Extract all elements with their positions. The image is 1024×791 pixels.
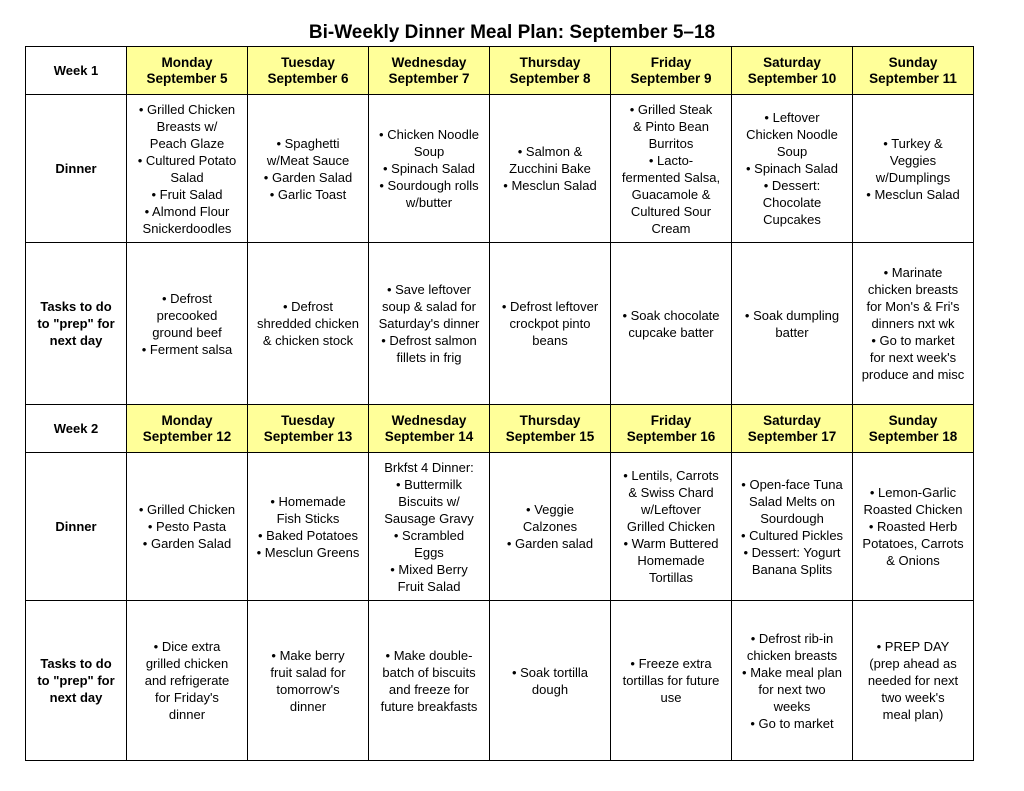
day-date: September 15 bbox=[505, 428, 595, 444]
cell-line: to "prep" for bbox=[37, 673, 115, 688]
tasks-cell bbox=[611, 243, 732, 405]
cell-line: needed for next bbox=[867, 673, 959, 688]
day-name: Friday bbox=[650, 412, 692, 428]
cell-line: shredded chicken bbox=[257, 316, 359, 331]
cell-line: Grilled Chicken bbox=[626, 519, 716, 534]
dinner-cell bbox=[369, 453, 490, 601]
cell-line: & Onions bbox=[886, 553, 940, 568]
tasks-cell bbox=[490, 601, 611, 761]
day-name: Tuesday bbox=[281, 412, 335, 428]
cell-line: Salad Melts on bbox=[749, 493, 835, 509]
day-date: September 9 bbox=[630, 70, 712, 86]
cell-line: • Dessert: bbox=[763, 178, 821, 193]
meal-plan-table bbox=[25, 46, 974, 761]
cell-line: Breasts w/ bbox=[156, 118, 218, 134]
tasks-cell bbox=[853, 601, 974, 761]
cell-line: • Open-face Tuna bbox=[741, 476, 843, 492]
cell-line: tortillas for future bbox=[622, 673, 720, 688]
cell-line: for Friday's bbox=[155, 690, 219, 705]
cell-line: • Garden Salad bbox=[142, 536, 232, 551]
day-header-monday bbox=[127, 405, 248, 453]
day-date: September 12 bbox=[142, 428, 232, 444]
cell-line: • Leftover bbox=[764, 110, 820, 125]
cell-line: use bbox=[660, 690, 682, 705]
dinner-cell bbox=[248, 95, 369, 243]
cell-line: and refrigerate bbox=[144, 673, 230, 688]
dinner-cell bbox=[853, 453, 974, 601]
dinner-cell bbox=[732, 453, 853, 601]
cell-line: • Defrost salmon bbox=[381, 333, 477, 348]
cell-line: Cultured Sour bbox=[630, 203, 712, 219]
tasks-cell bbox=[853, 243, 974, 405]
cell-line: • Fruit Salad bbox=[151, 186, 223, 202]
day-date: September 5 bbox=[146, 70, 228, 86]
cell-line: next day bbox=[49, 333, 103, 348]
cell-line: • Homemade bbox=[270, 493, 346, 509]
dinner-cell bbox=[611, 453, 732, 601]
cell-line: • Go to market bbox=[750, 715, 834, 731]
cell-line: • Grilled Chicken bbox=[138, 502, 236, 517]
dinner-cell bbox=[248, 453, 369, 601]
cell-line: meal plan) bbox=[882, 707, 944, 722]
cell-line: • Sourdough rolls bbox=[379, 178, 479, 193]
day-date: September 10 bbox=[747, 70, 837, 86]
day-name: Friday bbox=[650, 54, 692, 70]
cell-line: for next week's bbox=[869, 350, 957, 365]
cell-line: • Mesclun Salad bbox=[866, 186, 960, 202]
cell-line: • Turkey & bbox=[883, 135, 943, 151]
day-date: September 13 bbox=[263, 428, 353, 444]
cell-line: Sourdough bbox=[760, 510, 824, 526]
cell-line: future breakfasts bbox=[380, 698, 478, 714]
day-header-tuesday bbox=[248, 405, 369, 453]
week-header-row bbox=[26, 405, 974, 453]
cell-line: w/Leftover bbox=[641, 502, 701, 517]
cell-line: Sausage Gravy bbox=[384, 510, 474, 526]
cell-line: • Spinach Salad bbox=[382, 161, 475, 176]
day-header-friday bbox=[611, 405, 732, 453]
cell-line: for next two bbox=[758, 681, 826, 697]
cell-line: • Defrost bbox=[161, 290, 213, 306]
cell-line: • Lacto- bbox=[648, 152, 694, 168]
cell-line: ground beef bbox=[152, 324, 222, 340]
day-name: Sunday bbox=[888, 412, 938, 428]
tasks-cell bbox=[611, 601, 732, 761]
cell-line: • Veggie bbox=[526, 502, 574, 517]
day-header-thursday bbox=[490, 47, 611, 95]
day-header-wednesday bbox=[369, 47, 490, 95]
week-label: Week 1 bbox=[26, 47, 127, 95]
cell-line: weeks bbox=[773, 698, 811, 714]
cell-line: • Spaghetti bbox=[276, 135, 340, 151]
cell-line: • Cultured Pickles bbox=[740, 527, 844, 543]
day-name: Saturday bbox=[763, 54, 821, 70]
cell-line: Banana Splits bbox=[751, 561, 833, 577]
dinner-row bbox=[26, 453, 974, 601]
dinner-label: Dinner bbox=[26, 453, 127, 601]
tasks-label bbox=[26, 601, 127, 761]
day-date: September 8 bbox=[509, 70, 591, 86]
cell-line: • Garlic Toast bbox=[269, 186, 347, 202]
cell-line: w/butter bbox=[405, 195, 453, 210]
cell-line: • Save leftover bbox=[386, 282, 472, 297]
day-date: September 14 bbox=[384, 428, 474, 444]
cell-line: & Swiss Chard bbox=[628, 485, 714, 500]
cell-line: Chicken Noodle bbox=[746, 127, 838, 142]
cell-line: • Pesto Pasta bbox=[147, 519, 227, 534]
day-date: September 11 bbox=[869, 70, 957, 86]
cell-line: • Ferment salsa bbox=[141, 341, 233, 357]
cell-line: • Soak dumpling bbox=[744, 307, 840, 323]
cell-line: dinner bbox=[289, 698, 327, 714]
cell-line: • Soak tortilla bbox=[511, 664, 589, 680]
cell-line: • Defrost leftover bbox=[501, 299, 599, 314]
tasks-cell bbox=[127, 601, 248, 761]
day-header-sunday bbox=[853, 405, 974, 453]
week-header-row bbox=[26, 47, 974, 95]
dinner-cell bbox=[853, 95, 974, 243]
cell-line: batch of biscuits bbox=[382, 664, 476, 680]
cell-line: • Garden Salad bbox=[263, 169, 353, 185]
day-header-saturday bbox=[732, 405, 853, 453]
day-name: Saturday bbox=[763, 412, 821, 428]
cell-line: chicken breasts bbox=[867, 282, 959, 297]
day-date: September 6 bbox=[267, 70, 349, 86]
cell-line: • Lemon-Garlic bbox=[869, 485, 957, 500]
cell-line: & chicken stock bbox=[262, 333, 354, 348]
dinner-cell bbox=[611, 95, 732, 243]
cell-line: fruit salad for bbox=[270, 664, 346, 680]
cell-line: precooked bbox=[156, 307, 218, 323]
cell-line: • Chicken Noodle bbox=[379, 127, 479, 142]
day-header-tuesday bbox=[248, 47, 369, 95]
cell-line: • Dice extra bbox=[153, 639, 221, 654]
day-name: Wednesday bbox=[391, 54, 467, 70]
tasks-label bbox=[26, 243, 127, 405]
cell-line: to "prep" for bbox=[37, 316, 115, 331]
cell-line: • Grilled Steak bbox=[629, 101, 713, 117]
cell-line: • Make double- bbox=[385, 647, 473, 663]
dinner-cell bbox=[369, 95, 490, 243]
dinner-row bbox=[26, 95, 974, 243]
cell-line: beans bbox=[532, 333, 568, 348]
cell-line: • Soak chocolate bbox=[622, 307, 720, 323]
day-date: September 16 bbox=[626, 428, 716, 444]
dinner-label: Dinner bbox=[26, 95, 127, 243]
day-name: Monday bbox=[161, 412, 213, 428]
cell-line: • PREP DAY bbox=[876, 639, 950, 654]
cell-line: Cupcakes bbox=[763, 212, 821, 227]
cell-line: & Pinto Bean bbox=[633, 118, 709, 134]
day-name: Thursday bbox=[519, 54, 581, 70]
cell-line: w/Dumplings bbox=[875, 169, 951, 185]
tasks-cell bbox=[732, 243, 853, 405]
cell-line: fermented Salsa, bbox=[621, 169, 721, 185]
cell-line: Guacamole & bbox=[631, 186, 711, 202]
cell-line: batter bbox=[775, 324, 809, 340]
cell-line: • Scrambled bbox=[393, 527, 465, 543]
tasks-cell bbox=[369, 243, 490, 405]
cell-line: • Garden salad bbox=[506, 536, 594, 551]
cell-line: grilled chicken bbox=[145, 656, 229, 671]
cell-line: • Almond Flour bbox=[144, 203, 230, 219]
dinner-cell bbox=[490, 95, 611, 243]
cell-line: Soup bbox=[776, 144, 808, 159]
cell-line: • Spinach Salad bbox=[745, 161, 838, 176]
day-header-wednesday bbox=[369, 405, 490, 453]
cell-line: (prep ahead as bbox=[869, 656, 957, 671]
cell-line: crockpot pinto bbox=[509, 316, 591, 331]
day-header-saturday bbox=[732, 47, 853, 95]
cell-line: • Lentils, Carrots bbox=[623, 468, 719, 483]
cell-line: Veggies bbox=[889, 152, 937, 168]
tasks-cell bbox=[490, 243, 611, 405]
cell-line: Peach Glaze bbox=[149, 135, 225, 151]
day-name: Thursday bbox=[519, 412, 581, 428]
cell-line: Zucchini Bake bbox=[509, 161, 591, 176]
cell-line: Tasks to do bbox=[40, 299, 112, 314]
page-title: Bi-Weekly Dinner Meal Plan: September 5–18 bbox=[308, 22, 716, 43]
cell-line: produce and misc bbox=[861, 367, 965, 382]
day-date: September 7 bbox=[388, 70, 470, 86]
cell-line: Chocolate bbox=[762, 195, 822, 210]
cell-line: Eggs bbox=[414, 544, 444, 560]
cell-line: • Go to market bbox=[871, 333, 955, 348]
day-header-thursday bbox=[490, 405, 611, 453]
cell-line: • Defrost bbox=[282, 299, 334, 314]
cell-line: Tortillas bbox=[648, 570, 694, 585]
cell-line: Saturday's dinner bbox=[378, 316, 480, 331]
cell-line: Calzones bbox=[522, 519, 578, 534]
cell-line: Tasks to do bbox=[40, 656, 112, 671]
day-date: September 18 bbox=[868, 428, 958, 444]
dinner-cell bbox=[732, 95, 853, 243]
day-name: Tuesday bbox=[281, 54, 335, 70]
cell-line: next day bbox=[49, 690, 103, 705]
cell-line: soup & salad for bbox=[382, 299, 476, 314]
cell-line: Snickerdoodles bbox=[142, 220, 232, 236]
tasks-cell bbox=[732, 601, 853, 761]
cell-line: • Salmon & bbox=[517, 144, 583, 159]
day-date: September 17 bbox=[747, 428, 837, 444]
cell-line: Roasted Chicken bbox=[863, 502, 963, 517]
day-name: Monday bbox=[161, 54, 213, 70]
cell-line: Homemade bbox=[637, 553, 705, 568]
cell-line: • Mesclun Greens bbox=[256, 544, 360, 560]
cell-line: dinners nxt wk bbox=[871, 316, 955, 331]
cell-line: • Make meal plan bbox=[742, 664, 842, 680]
cell-line: • Cultured Potato bbox=[137, 152, 237, 168]
cell-line: w/Meat Sauce bbox=[266, 152, 350, 168]
cell-line: • Make berry bbox=[271, 647, 345, 663]
tasks-row bbox=[26, 601, 974, 761]
cell-line: Cream bbox=[651, 220, 691, 236]
cell-line: Fish Sticks bbox=[276, 510, 340, 526]
cell-line: • Marinate bbox=[883, 265, 943, 280]
dinner-cell bbox=[490, 453, 611, 601]
cell-line: tomorrow's bbox=[276, 681, 340, 697]
cell-line: • Warm Buttered bbox=[623, 536, 719, 551]
cell-line: • Mixed Berry bbox=[390, 561, 468, 577]
cell-line: • Mesclun Salad bbox=[503, 178, 597, 193]
cell-line: Fruit Salad bbox=[397, 578, 461, 594]
cell-line: fillets in frig bbox=[396, 350, 462, 365]
day-name: Sunday bbox=[888, 54, 938, 70]
day-name: Wednesday bbox=[391, 412, 467, 428]
cell-line: chicken breasts bbox=[746, 647, 838, 663]
tasks-cell bbox=[248, 243, 369, 405]
cell-line: for Mon's & Fri's bbox=[866, 299, 960, 314]
day-header-sunday bbox=[853, 47, 974, 95]
cell-line: dough bbox=[531, 681, 569, 697]
cell-line: • Buttermilk bbox=[396, 476, 462, 492]
cell-line: dinner bbox=[168, 707, 206, 722]
cell-line: two week's bbox=[881, 690, 945, 705]
day-header-monday bbox=[127, 47, 248, 95]
week-label: Week 2 bbox=[26, 405, 127, 453]
cell-line: cupcake batter bbox=[628, 324, 714, 340]
cell-line: • Dessert: Yogurt bbox=[743, 544, 841, 560]
cell-line: • Roasted Herb bbox=[868, 519, 958, 534]
cell-line: and freeze for bbox=[388, 681, 470, 697]
tasks-cell bbox=[248, 601, 369, 761]
cell-line: • Defrost rib-in bbox=[750, 630, 834, 646]
day-header-friday bbox=[611, 47, 732, 95]
tasks-cell bbox=[369, 601, 490, 761]
cell-line: Burritos bbox=[648, 135, 694, 151]
cell-line: Salad bbox=[170, 169, 204, 185]
tasks-cell bbox=[127, 243, 248, 405]
cell-line: Biscuits w/ bbox=[398, 493, 460, 509]
cell-line: • Freeze extra bbox=[630, 656, 712, 671]
cell-line: • Grilled Chicken bbox=[138, 101, 236, 117]
dinner-cell bbox=[127, 453, 248, 601]
cell-line: • Baked Potatoes bbox=[258, 527, 358, 543]
cell-line: Brkfst 4 Dinner: bbox=[384, 459, 474, 475]
cell-line: Potatoes, Carrots bbox=[862, 536, 964, 551]
tasks-row bbox=[26, 243, 974, 405]
dinner-cell bbox=[127, 95, 248, 243]
cell-line: Soup bbox=[413, 144, 445, 159]
